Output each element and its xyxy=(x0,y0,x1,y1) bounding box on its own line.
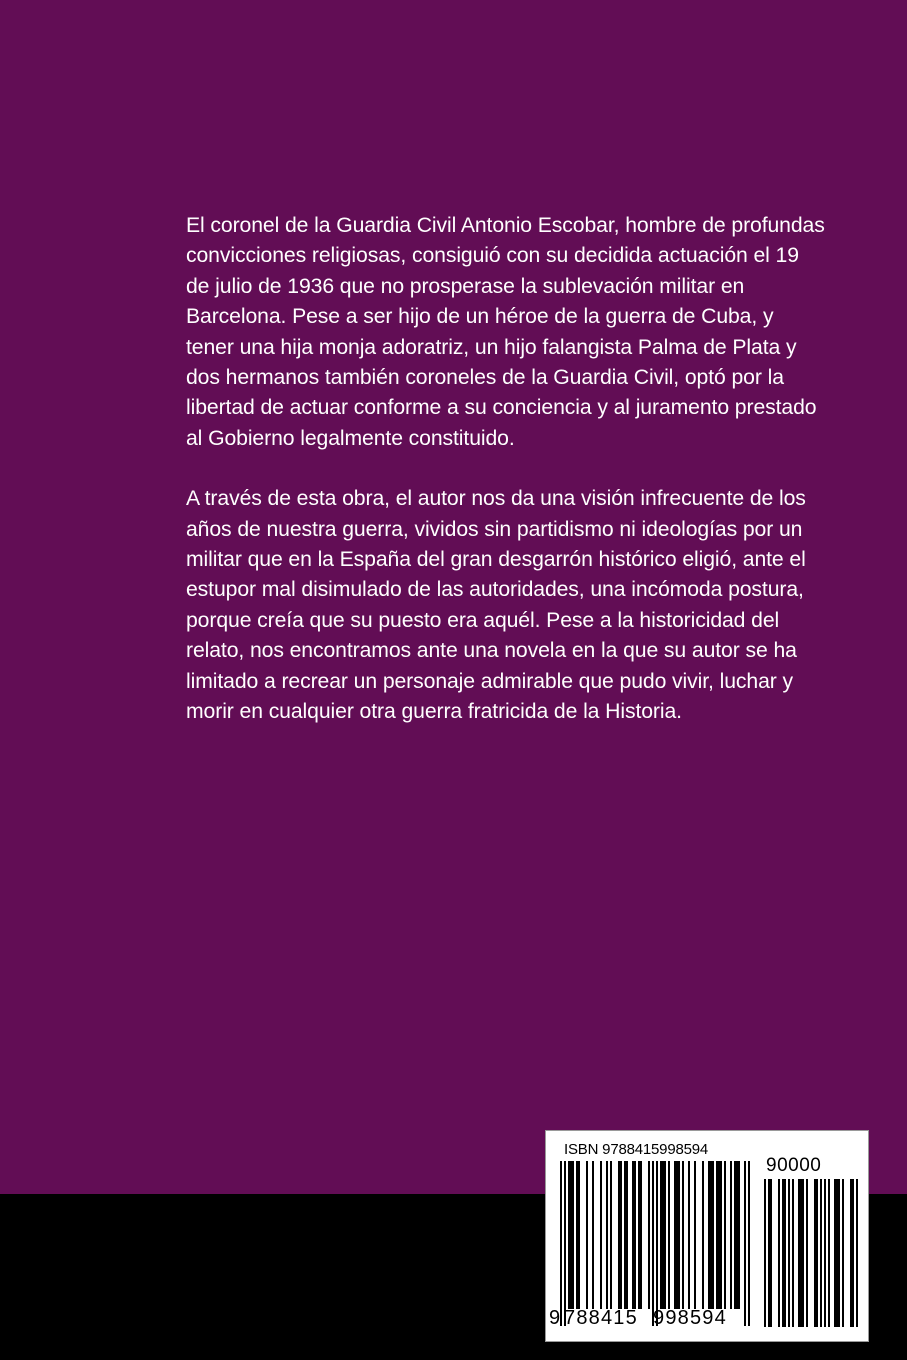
barcode-bar xyxy=(694,1161,696,1309)
barcode-bar xyxy=(652,1161,654,1326)
barcode-bar xyxy=(560,1161,562,1326)
barcode-bar xyxy=(744,1161,746,1326)
barcode-bar xyxy=(828,1179,830,1327)
barcode-bar xyxy=(638,1161,642,1309)
barcode-bar xyxy=(618,1161,622,1309)
barcode-bar xyxy=(782,1179,786,1327)
barcode-bar xyxy=(798,1179,804,1327)
blurb-paragraph-2: A través de esta obra, el autor nos da una visión infrecuente de los años de nuestra guerra, vividos sin partidismo ni ideologías por un militar que en la España del gran desgarrón histórico eligió, ante el estupor mal disimulado de las autoridades, una incómoda postura, porque creía que su puesto era aquél. Pese a la historicidad del relato, nos encontramos ante una novela en la que su autor se ha limitado a recrear un personaje admirable que pudo vivir, luchar y morir en cualquier otra guerra fratricida de la Historia. xyxy=(186,487,806,724)
barcode-bar xyxy=(734,1161,740,1309)
barcode-bar xyxy=(716,1161,722,1309)
barcode-bar xyxy=(564,1161,566,1326)
barcode-bar xyxy=(688,1161,690,1309)
barcode-bar xyxy=(702,1161,704,1309)
barcode-bar xyxy=(834,1179,840,1327)
barcode-bar xyxy=(600,1161,602,1309)
barcode-bar xyxy=(824,1179,826,1327)
barcode-bar xyxy=(792,1179,794,1327)
barcode-bar xyxy=(748,1161,750,1326)
barcode-bar xyxy=(764,1179,766,1327)
barcode-bar xyxy=(668,1161,670,1309)
barcode-bar xyxy=(606,1161,608,1309)
barcode-bar xyxy=(842,1179,844,1327)
barcode-bar xyxy=(632,1161,636,1309)
barcode-bar xyxy=(586,1161,588,1309)
barcode-bar xyxy=(788,1179,790,1327)
barcode-bar xyxy=(806,1179,808,1327)
barcode-bar xyxy=(814,1179,818,1327)
price-code: 90000 xyxy=(766,1155,822,1176)
barcode-bar xyxy=(624,1161,628,1309)
barcode-bar xyxy=(610,1161,612,1309)
barcode-bar xyxy=(708,1161,714,1309)
barcode-digits-right: 998594 xyxy=(653,1307,727,1329)
blurb-paragraph-1: El coronel de la Guardia Civil Antonio Escobar, hombre de profundas convicciones religiosas, consiguió con su decidida actuación el 19 de julio de 1936 que no prosperase la sublevación militar en Barcelona. Pese a ser hijo de un héroe de la guerra de Cuba, y tener una hija monja adoratriz, un hijo falangista Palma de Plata y dos hermanos también coroneles de la Guardia Civil, optó por la libertad de actuar conforme a su conciencia y al juramento prestado al Gobierno legalmente constituido. xyxy=(186,214,825,450)
barcode-bar xyxy=(850,1179,854,1327)
barcode-bar xyxy=(592,1161,594,1309)
barcode-bar xyxy=(682,1161,684,1309)
barcode-digits-left: 788415 xyxy=(564,1307,638,1329)
barcode-bar xyxy=(656,1161,658,1326)
barcode-bar xyxy=(568,1161,574,1309)
blurb-text xyxy=(186,211,826,728)
barcode xyxy=(545,1130,869,1342)
barcode-bar xyxy=(820,1179,822,1327)
barcode-bar xyxy=(856,1179,858,1327)
barcode-digit-first: 9 xyxy=(549,1307,561,1329)
barcode-bar xyxy=(674,1161,680,1309)
barcode-bar xyxy=(724,1161,726,1309)
barcode-bar xyxy=(730,1161,732,1309)
barcode-digits xyxy=(546,1307,746,1335)
barcode-bar xyxy=(778,1179,780,1327)
barcode-bar xyxy=(660,1161,666,1309)
barcode-bar xyxy=(576,1161,580,1309)
barcode-bar xyxy=(648,1161,650,1309)
barcode-bar xyxy=(768,1179,772,1327)
isbn-label: ISBN 9788415998594 xyxy=(564,1141,709,1158)
